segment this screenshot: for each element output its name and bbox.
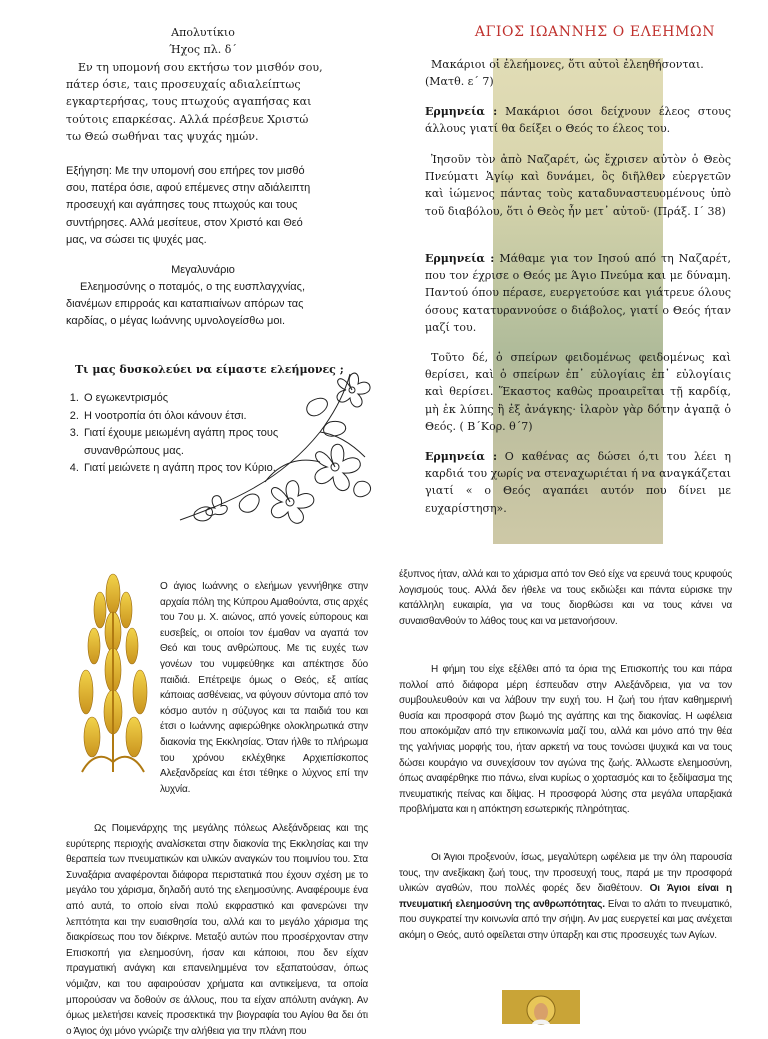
text-line: Ελεημοσύνης ο ποταμός, ο της ευσπλαγχνίας, — [80, 281, 306, 293]
interpretation-text: Μάθαμε για τον Ιησού από τη Ναζαρέτ, που τον έχρισε ο Θεός με Άγιο Πνεύμα και με δύναμη. Παντού όπου πέρασε, ευεργετούσε και γιάτρευε όλους όσους κατατυραννούσε ο διάβολος, γιατί ο Θεός ήταν μαζί του. — [425, 252, 731, 334]
text-line: εγκαρτερήσας, τους πτωχούς αγαπήσας και — [66, 95, 312, 109]
pastoral-paragraph: Ως Ποιμενάρχης της μεγάλης πόλεως Αλεξάνδρειας και της ευρύτερης περιοχής αναλίσκεται στην διακονία της Εκκλησίας και την θεραπεία των πνευματικών και υλικών αναγκών του ποιμνίου του. Στα Συναξάρια αναφέρονται διάφορα περιστατικά που έχουν σχέση με το μεγάλο του χάρισμα, δηλαδή αυτό της ελεημοσύνης. Αναφέρουμε ένα από αυτά, το οποίο είναι πολύ εκφραστικό και φανερώνει την λεπτότητα και την ευαισθησία του, αλλά και το μεγάλο χάρισμα της διακρίσεως που τον διέκρινε. Μεταξύ αυτών που προσέρχονταν στην Επισκοπή για ελεημοσύνη, ήσαν και κάποιοι, που δεν είχαν πραγματική ανάγκη και επανειλημμένα τον εξαπατούσαν, όπως νόμιζαν, και του αφαιρούσαν χρήματα και αντικείμενα, τα οποία μπορούσαν να δοθούν σε άλλους, που τα είχαν απόλυτη ανάγκη. Αν όμως μελετήσει κανείς προσεκτικά την βιογραφία του Αγίου θα δει ότι ο Άγιος όχι μόνο γνώριζε την αλήθεια για την πλάνη που — [66, 823, 368, 1037]
interpretation-label: Ερμηνεία : — [425, 252, 495, 265]
text-line: πάτερ όσιε, ταις προσευχαίς αδιαλείπτως — [66, 78, 301, 92]
text-line: συντήρησες. Αλλά μεσίτευε, στον Χριστό και Θεό — [66, 216, 303, 229]
continuation-paragraph: έξυπνος ήταν, αλλά και το χάρισμα από τον Θεό είχε να ερευνά τους κρυφούς λογισμούς τους. Αλλά δεν ήθελε να τους εκδιώξει και πάντα εύρισκε την κατάλληλη ευκαιρία, για να τους διορθώσει και να τους κάνει να συναισθανθούν το λάθος τους και να μετανοήσουν. — [399, 569, 732, 627]
text-line: Εν τη υπομονή σου εκτήσω τον μισθόν σου, — [78, 61, 323, 74]
text-line: τούτοις επαρκέσας. Αλλά πρέσβευε Χριστώ — [66, 112, 309, 126]
tone-label: Ήχος πλ. δ΄ — [169, 43, 237, 56]
fame-paragraph: Η φήμη του είχε εξέλθει από τα όρια της Επισκοπής του και πάρα πολλοί από διάφορα μέρη έσπευδαν στην Αλεξάνδρεια, για να τον συμβουλευθούν και να λάβουν την ευχή του. Η ζωή του ήταν καθημερινή θυσία και προσφορά στον βωμό της αγάπης και της διακονίας. Η ωφέλεια που αποκόμιζαν από την επικοινωνία μαζί του, αλλά και μόνο από την θέα της γαλήνιας μορφής του, ήταν αρκετή να τους τονώσει ψυχικά και να τους δώσει κουράγιο να συνεχίσουν τον αγώνα της ζωής. Άλλωστε ελεημοσύνη, όπως αναφέρθηκε πιο πάνω, είναι κυρίως ο χορτασμός και το ξεδίψασμα της πνευματικής πείνας και δίψας. Η προσφορά λύσης στα μεγάλα υπαρξιακά προβλήματα και η απόκτηση εσωτερικής πληρότητας. — [399, 664, 732, 816]
interpretation-text: Μακάριοι όσοι δείχνουν έλεος στους άλλους γιατί θα δείξει ο Θεός το έλεος του. — [425, 105, 731, 136]
text-line: σου, πατέρα όσιε, αφού επέμενες στην αδιάλειπτη — [66, 182, 311, 195]
text-line: Εξήγηση: Με την υπομονή σου επήρες τον μισθό — [66, 165, 305, 177]
verse-matthew: Μακάριοι οἱ ἐλεήμονες, ὅτι αὐτοὶ ἐλεηθήσονται. (Ματθ. ε΄ 7) — [425, 58, 704, 89]
page-title: ΑΓΙΟΣ ΙΩΑΝΝΗΣ Ο ΕΛΕΗΜΩΝ — [474, 24, 716, 40]
verse-corinthians: Τοῦτο δέ, ὁ σπείρων φειδομένως φειδομένως καὶ θερίσει, καὶ ὁ σπείρων ἐπ᾽ εὐλογίαις ἐπ᾽ εὐλογίαις καὶ θερίσει. Ἕκαστος καθὼς προαιρεῖται τῇ καρδίᾳ, μὴ ἐκ λύπης ἢ ἐξ ἀνάγκης· ἱλαρὸν γὰρ δότην ἀγαπᾷ ὁ Θεός. ( Β΄Κορ. θ΄7) — [425, 351, 731, 433]
apolytikio-text — [66, 59, 362, 145]
verse-acts: Ἰησοῦν τὸν ἀπὸ Ναζαρέτ, ὡς ἔχρισεν αὐτὸν ὁ Θεὸς Πνεύματι Ἁγίῳ καὶ δυνάμει, ὃς διῆλθεν εὐεργετῶν καὶ ἰώμενος πάντας τοὺς καταδυναστευομένους ὑπὸ τοῦ διαβόλου, ὅτι ὁ Θεὸς ἦν μετ᾽ αὐτοῦ· (Πράξ. Ι΄ 38) — [425, 153, 731, 218]
apolytikio-title: Απολυτίκιο — [171, 26, 235, 39]
interpretation-2 — [425, 250, 731, 336]
golden-wheat-illustration — [72, 572, 154, 777]
text-line: μας, να σώσει τις ψυχές μας. — [66, 233, 207, 246]
text-span: Οι Άγιοι προξενούν, ίσως, μεγαλύτερη ωφέλεια με την όλη παρουσία τους, την ανεξίκακη ζωή τους, την προσευχή τους, παρά με την προσφορά υλικών αγαθών, που πολλές φορές δεν διαθέτουν. — [399, 852, 732, 895]
megalynario-text — [66, 279, 366, 331]
text-line: τω Θεώ σωθήναι τας ψυχάς ημών. — [66, 129, 259, 143]
list-item: 1. Ο εγωκεντρισμός — [82, 390, 310, 408]
list-item: 4. Γιατί μειώνετε η αγάπη προς τον Κύριο. — [82, 460, 284, 478]
interpretation-text: Ο καθένας ας δώσει ό,τι του λέει η καρδιά του χωρίς να στεναχωριέται ή να αναγκάζεται γιατί « ο Θεός αγαπάει αυτόν που δίνει με ευχαρίστηση». — [425, 450, 732, 515]
megalynario-title: Μεγαλυνάριο — [171, 264, 235, 276]
text-line: διανέμων επιρροάς και καταπιαίνων απόρων τας — [66, 298, 304, 311]
explanation-text — [66, 163, 366, 249]
question-heading: Τι μας δυσκολεύει να είμαστε ελεήμονες ; — [75, 363, 344, 376]
interpretation-3 — [425, 448, 731, 517]
list-item: 3. Γιατί έχουμε μειωμένη αγάπη προς τους συνανθρώπους μας. — [82, 425, 294, 460]
text-line: προσευχή και αγάπησες τους πτωχούς και τους — [66, 199, 298, 212]
bold-statement: Οι Άγιοι είναι η πνευματική ελεημοσύνη της ανθρωπότητας. — [399, 883, 732, 910]
flower-branch-illustration — [170, 362, 380, 534]
interpretation-label: Ερμηνεία : — [425, 450, 498, 463]
text-line: καρδίας, ο μέγας Ιωάννης υμνολογείσθω μοι. — [66, 315, 286, 328]
saints-paragraph — [399, 850, 732, 944]
text-span: Είναι το αλάτι το πνευματικό, που συγκρατεί την κοινωνία από την σήψη. Αν μας ευεργετεί και μας ανέχεται ακόμη ο Θεός, αυτό οφείλεται στην ύπαρξη και στις προσευχές των Αγίων. — [399, 898, 732, 941]
intro-paragraph: Ο άγιος Ιωάννης ο ελεήμων γεννήθηκε στην αρχαία πόλη της Κύπρου Αμαθούντα, στις αρχές του 7ου μ. Χ. αιώνος, από γονείς εύπορους και ευσεβείς, οι οποίοι τον έμαθαν να αγαπά τον Θεό και τους ανθρώπους. Με τις ευχές των γονέων του νυμφεύθηκε και απέκτησε δύο παιδιά. Επέτρεψε όμως ο Θεός, εξ αιτίας κάποιας ασθένειας, να φύγουν σύντομα από τον κόσμο αυτόν η σύζυγος και τα παιδιά του και έτσι ο Ιωάννης αφιερώθηκε ολοκληρωτικά στην διακονία της Εκκλησίας. Όταν ήλθε το πλήρωμα του χρόνου εκλέχθηκε Αρχιεπίσκοπος Αλεξανδρείας και έτσι τέθηκε ο λύχνος επί την λυχνία. — [160, 581, 369, 795]
list-item: 2. Η νοοτροπία ότι όλοι κάνουν έτσι. — [82, 408, 310, 426]
saint-icon-image — [502, 990, 580, 1024]
interpretation-1 — [425, 103, 731, 137]
interpretation-label: Ερμηνεία : — [425, 105, 498, 118]
